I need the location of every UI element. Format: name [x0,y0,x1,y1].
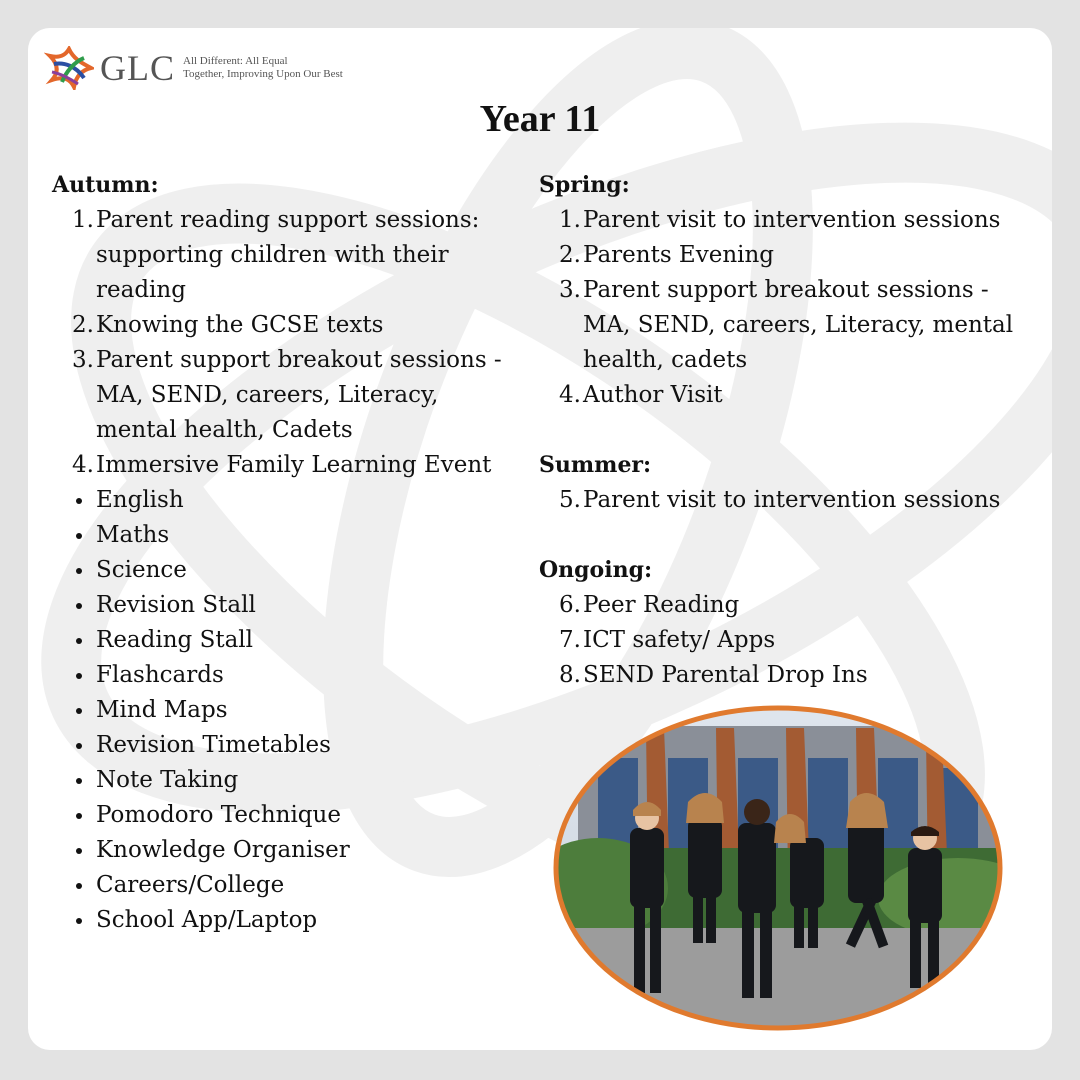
bullet-item: Careers/College [52,868,522,903]
school-logo [44,46,343,90]
list-item: 8. SEND Parental Drop Ins [559,662,868,688]
bullet-icon [76,638,82,644]
tagline-line-1: All Different: All Equal [183,55,288,67]
bullet-item: Flashcards [52,658,522,693]
bullet-icon [76,813,82,819]
autumn-bullet-list [52,483,522,938]
bullet-icon [76,498,82,504]
spring-list [539,203,1039,413]
list-item: 3. Parent support breakout sessions - MA, SEND, careers, Literacy, mental health, Cadets [72,347,502,443]
autumn-column [52,168,522,938]
list-item: 5. Parent visit to intervention sessions [559,487,1001,513]
logo-text: GLC [100,48,175,88]
list-item: 4. Immersive Family Learning Event [72,452,492,478]
right-column [539,168,1039,693]
bullet-item: Revision Timetables [52,728,522,763]
list-item: 6. Peer Reading [559,592,740,618]
bullet-item: Revision Stall [52,588,522,623]
list-item: 3. Parent support breakout sessions - MA, SEND, careers, Literacy, mental health, cadets [559,277,1014,373]
bullet-item: English [52,483,522,518]
bullet-item: Knowledge Organiser [52,833,522,868]
bullet-icon [76,533,82,539]
list-item: 2. Knowing the GCSE texts [72,312,384,338]
bullet-item: Reading Stall [52,623,522,658]
bullet-icon [76,883,82,889]
bullet-icon [76,743,82,749]
tagline-line-2: Together, Improving Upon Our Best [183,68,343,80]
poster-card [28,28,1052,1050]
spring-heading: Spring: [539,172,630,198]
list-item: 7. ICT safety/ Apps [559,627,776,653]
autumn-heading: Autumn: [52,172,159,198]
glc-star-icon [44,46,94,90]
list-item: 1. Parent reading support sessions: supporting children with their reading [72,207,480,303]
autumn-numbered-list [52,203,522,483]
list-item: 4. Author Visit [559,382,723,408]
list-item: 2. Parents Evening [559,242,775,268]
bullet-icon [76,603,82,609]
bullet-item: Maths [52,518,522,553]
bullet-icon [76,778,82,784]
bullet-item: Note Taking [52,763,522,798]
bullet-item: Mind Maps [52,693,522,728]
summer-list [539,483,1039,518]
bullet-icon [76,568,82,574]
summer-heading: Summer: [539,452,652,478]
bullet-icon [76,918,82,924]
bullet-icon [76,848,82,854]
bullet-icon [76,673,82,679]
bullet-icon [76,708,82,714]
ongoing-heading: Ongoing: [539,557,653,583]
ongoing-list [539,588,1039,693]
logo-tagline [183,55,343,81]
page-title: Year 11 [479,98,601,140]
list-item: 1. Parent visit to intervention sessions [559,207,1001,233]
students-photo [538,698,1018,1038]
bullet-item: School App/Laptop [52,903,522,938]
bullet-item: Science [52,553,522,588]
bullet-item: Pomodoro Technique [52,798,522,833]
